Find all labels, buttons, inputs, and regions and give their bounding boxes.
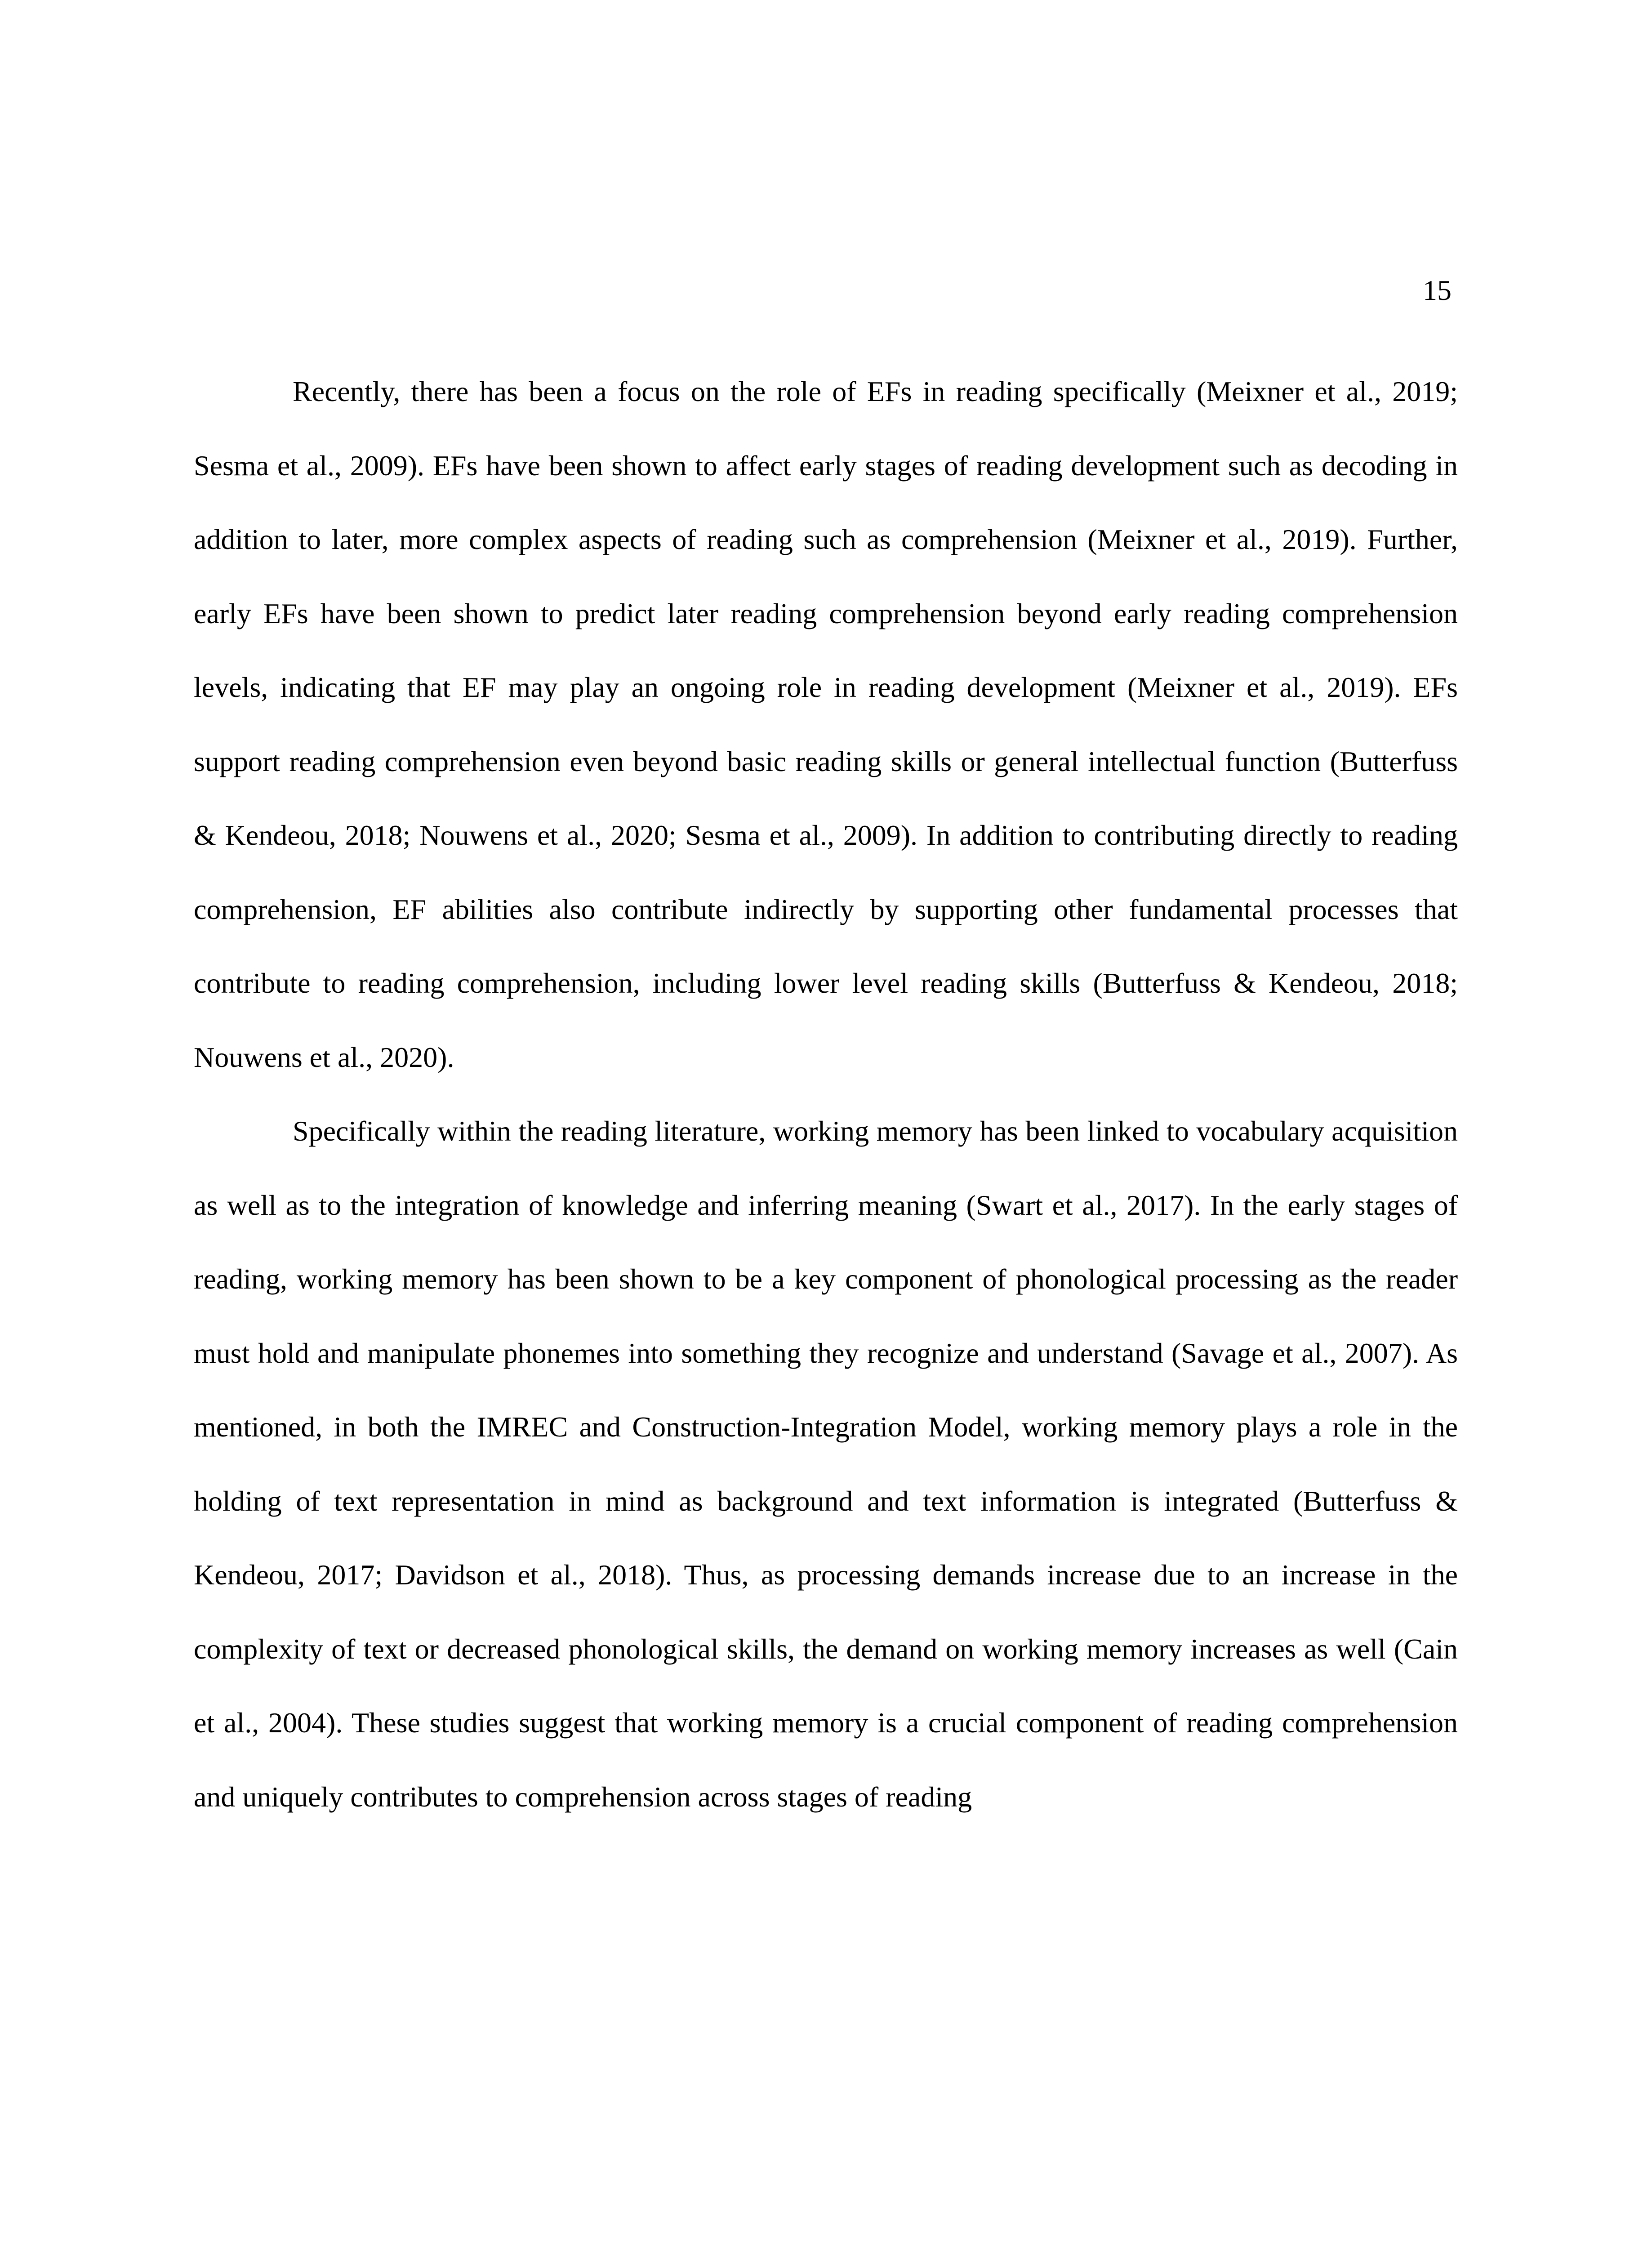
body-text [194, 355, 1458, 1834]
paragraph: Specifically within the reading literature, working memory has been linked to vocabulary acquisition as well as to the integration of knowledge and inferring meaning (Swart et al., 2017). In the early stages of reading, working memory has been shown to be a key component of phonological processing as the reader must hold and manipulate phonemes into something they recognize and understand (Savage et al., 2007). As mentioned, in both the IMREC and Construction-Integration Model, working memory plays a role in the holding of text representation in mind as background and text information is integrated (Butterfuss & Kendeou, 2017; Davidson et al., 2018). Thus, as processing demands increase due to an increase in the complexity of text or decreased phonological skills, the demand on working memory increases as well (Cain et al., 2004). These studies suggest that working memory is a crucial component of reading comprehension and uniquely contributes to comprehension across stages of reading [194, 1115, 1458, 1813]
page-number: 15 [1423, 274, 1452, 306]
paragraph: Recently, there has been a focus on the role of EFs in reading specifically (Meixner et al., 2019; Sesma et al., 2009). EFs have been shown to affect early stages of reading development such as decoding in addition to later, more complex aspects of reading such as comprehension (Meixner et al., 2019). Further, early EFs have been shown to predict later reading comprehension beyond early reading comprehension levels, indicating that EF may play an ongoing role in reading development (Meixner et al., 2019). EFs support reading comprehension even beyond basic reading skills or general intellectual function (Butterfuss & Kendeou, 2018; Nouwens et al., 2020; Sesma et al., 2009). In addition to contributing directly to reading comprehension, EF abilities also contribute indirectly by supporting other fundamental processes that contribute to reading comprehension, including lower level reading skills (Butterfuss & Kendeou, 2018; Nouwens et al., 2020). [194, 375, 1458, 1073]
